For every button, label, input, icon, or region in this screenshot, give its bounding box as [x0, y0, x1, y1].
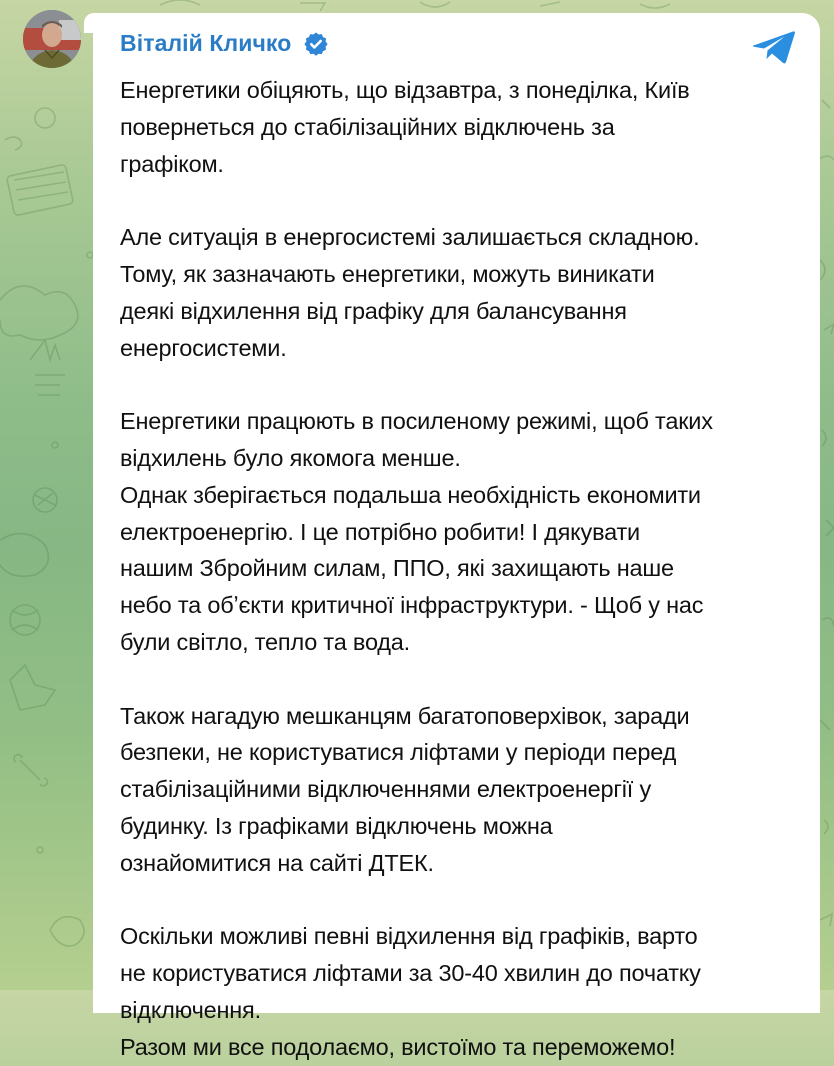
paragraph-spacer: [120, 661, 810, 698]
text-line: відключення.: [120, 996, 261, 1023]
text-line: Однак зберігається подальша необхідність економити: [120, 481, 701, 508]
avatar[interactable]: [23, 10, 81, 68]
paragraph-spacer: [120, 882, 810, 919]
text-line: Оскільки можливі певні відхилення від графіків, варто: [120, 923, 698, 950]
paragraph-spacer: [120, 182, 810, 219]
sender-row: [120, 30, 329, 57]
text-line: Також нагадую мешканцям багатоповерхівок, заради: [120, 702, 690, 729]
paragraph-1: [120, 72, 810, 182]
text-line: повернеться до стабілізаційних відключень за: [120, 113, 615, 140]
text-line: небо та обʼєкти критичної інфраструктури. - Щоб у нас: [120, 592, 704, 619]
text-line: Енергетики працюють в посиленому режимі, щоб таких: [120, 408, 713, 435]
text-line: стабілізаційними відключеннями електроенергії у: [120, 776, 651, 803]
text-line: Тому, як зазначають енергетики, можуть виникати: [120, 260, 655, 287]
text-line: електроенергію. І це потрібно робити! І дякувати: [120, 518, 640, 545]
paragraph-5: [120, 918, 810, 1065]
text-line: деякі відхилення від графіку для балансування: [120, 297, 627, 324]
text-line: не користуватися ліфтами за 30-40 хвилин до початку: [120, 960, 701, 987]
telegram-icon[interactable]: [752, 29, 796, 65]
message-text: [120, 72, 810, 1066]
text-line: Разом ми все подолаємо, вистоїмо та переможемо!: [120, 1033, 676, 1060]
paragraph-3: [120, 403, 810, 661]
text-line: ознайомитися на сайті ДТЕК.: [120, 849, 434, 876]
text-line: безпеки, не користуватися ліфтами у періоди перед: [120, 739, 677, 766]
paragraph-spacer: [120, 366, 810, 403]
text-line: енергосистеми.: [120, 334, 287, 361]
text-line: будинку. Із графіками відключень можна: [120, 812, 553, 839]
paragraph-4: [120, 698, 810, 882]
text-line: були світло, тепло та вода.: [120, 628, 411, 655]
avatar-photo: [23, 10, 81, 68]
text-line: Енергетики обіцяють, що відзавтра, з понеділка, Київ: [120, 77, 690, 103]
text-line: Але ситуація в енергосистемі залишається складною.: [120, 224, 700, 251]
text-line: нашим Збройним силам, ППО, які захищають наше: [120, 555, 674, 582]
text-line: відхилень було якомога менше.: [120, 444, 461, 471]
sender-name[interactable]: Віталій Кличко: [120, 30, 292, 56]
paragraph-2: [120, 219, 810, 366]
text-line: графіком.: [120, 150, 224, 177]
verified-badge-icon: [303, 31, 329, 57]
